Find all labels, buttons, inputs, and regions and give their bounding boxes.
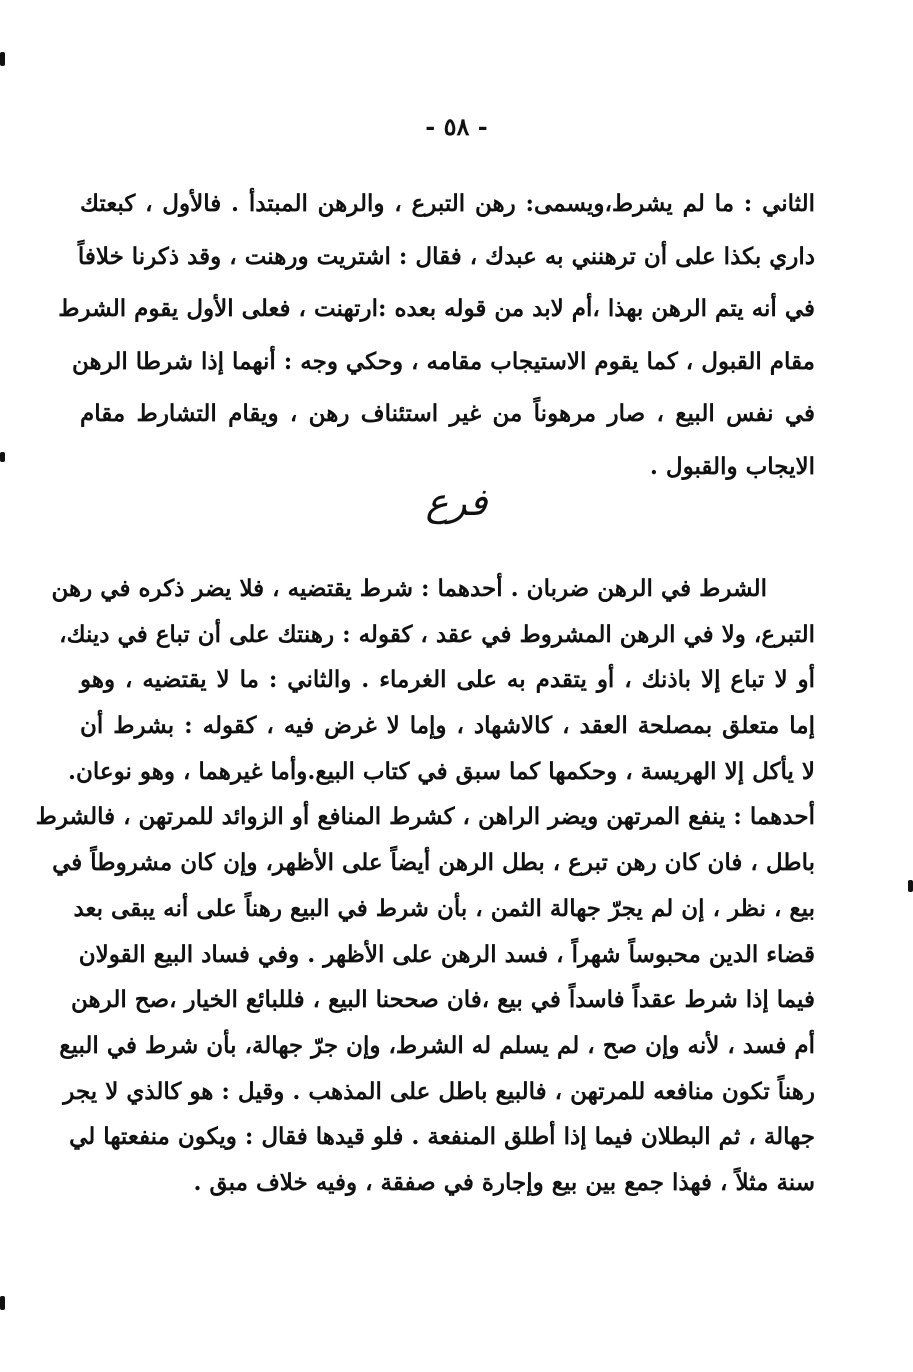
paragraph-1 [58,178,815,493]
text-line: التبرع، ولا في الرهن المشروط في عقد ، كقوله : رهنتك على أن تباع في دينك، [59,620,815,648]
text-line: أو لا تباع إلا باذنك ، أو يتقدم به على الغرماء . والثاني : ما لا يقتضيه ، وهو [80,666,815,694]
text-line: الثاني : ما لم يشرط،ويسمى: رهن التبرع ، والرهن المبتدأ . فالأول ، كبعتك [80,190,815,217]
text-line: لا يأكل إلا الهريسة ، وحكمها كما سبق في كتاب البيع.وأما غيرهما ، وهو نوعان. [67,757,815,785]
text-line: بيع ، نظر ، إن لم يجرّ جهالة الثمن ، بأن شرط في البيع رهناً على أنه يبقى بعد [73,894,815,922]
text-line: أم فسد ، لأنه وإن صح ، لم يسلم له الشرط، وإن جرّ جهالة، بأن شرط في البيع [59,1031,815,1059]
section-heading: فرع [425,480,488,524]
scan-edge-mark [0,52,5,66]
text-line: قضاء الدين محبوساً شهراً ، فسد الرهن على الأظهر . وفي فساد البيع القولان [78,940,815,968]
scan-edge-mark [908,880,913,892]
text-line: الشرط في الرهن ضربان . أحدهما : شرط يقتضيه ، فلا يضر ذكره في رهن [51,575,767,602]
page-number: - ٥٨ - [425,112,488,141]
text-line: فيما إذا شرط عقداً فاسداً في بيع ،فان صححنا البيع ، فللبائع الخيار ،صح الرهن [71,986,815,1014]
text-line: جهالة ، ثم البطلان فيما إذا أطلق المنفعة . فلو قيدها فقال : ويكون منفعتها لي [69,1123,815,1151]
text-line: داري بكذا على أن ترهنني به عبدك ، فقال : اشتريت ورهنت ، وقد ذكرنا خلافاً [77,242,815,270]
text-line: باطل ، فان كان رهن تبرع ، بطل الرهن أيضاً على الأظهر، وإن كان مشروطاً في [52,849,815,877]
text-line: في أنه يتم الرهن بهذا ،أم لابد من قوله بعده :ارتهنت ، فعلى الأول يقوم الشرط [58,295,815,322]
text-line: رهناً تكون منافعه للمرتهن ، فالبيع باطل على المذهب . وقيل : هو كالذي لا يجر [63,1077,815,1105]
text-line: سنة مثلاً ، فهذا جمع بين بيع وإجارة في صفقة ، وفيه خلاف مبق . [193,1168,815,1196]
paragraph-2 [35,566,815,1206]
text-line: مقام القبول ، كما يقوم الاستيجاب مقامه ، وحكي وجه : أنهما إذا شرطا الرهن [72,347,815,375]
scan-edge-mark [0,1296,5,1310]
text-line: أحدهما : ينفع المرتهن ويضر الراهن ، كشرط المنافع أو الزوائد للمرتهن ، فالشرط [35,803,815,831]
text-line: الايجاب والقبول . [649,452,815,480]
text-line: في نفس البيع ، صار مرهوناً من غير استئناف رهن ، ويقام التشارط مقام [80,400,815,427]
scan-edge-mark [0,452,5,462]
text-line: إما متعلق بمصلحة العقد ، كالاشهاد ، وإما لا غرض فيه ، كقوله : بشرط أن [80,712,815,740]
